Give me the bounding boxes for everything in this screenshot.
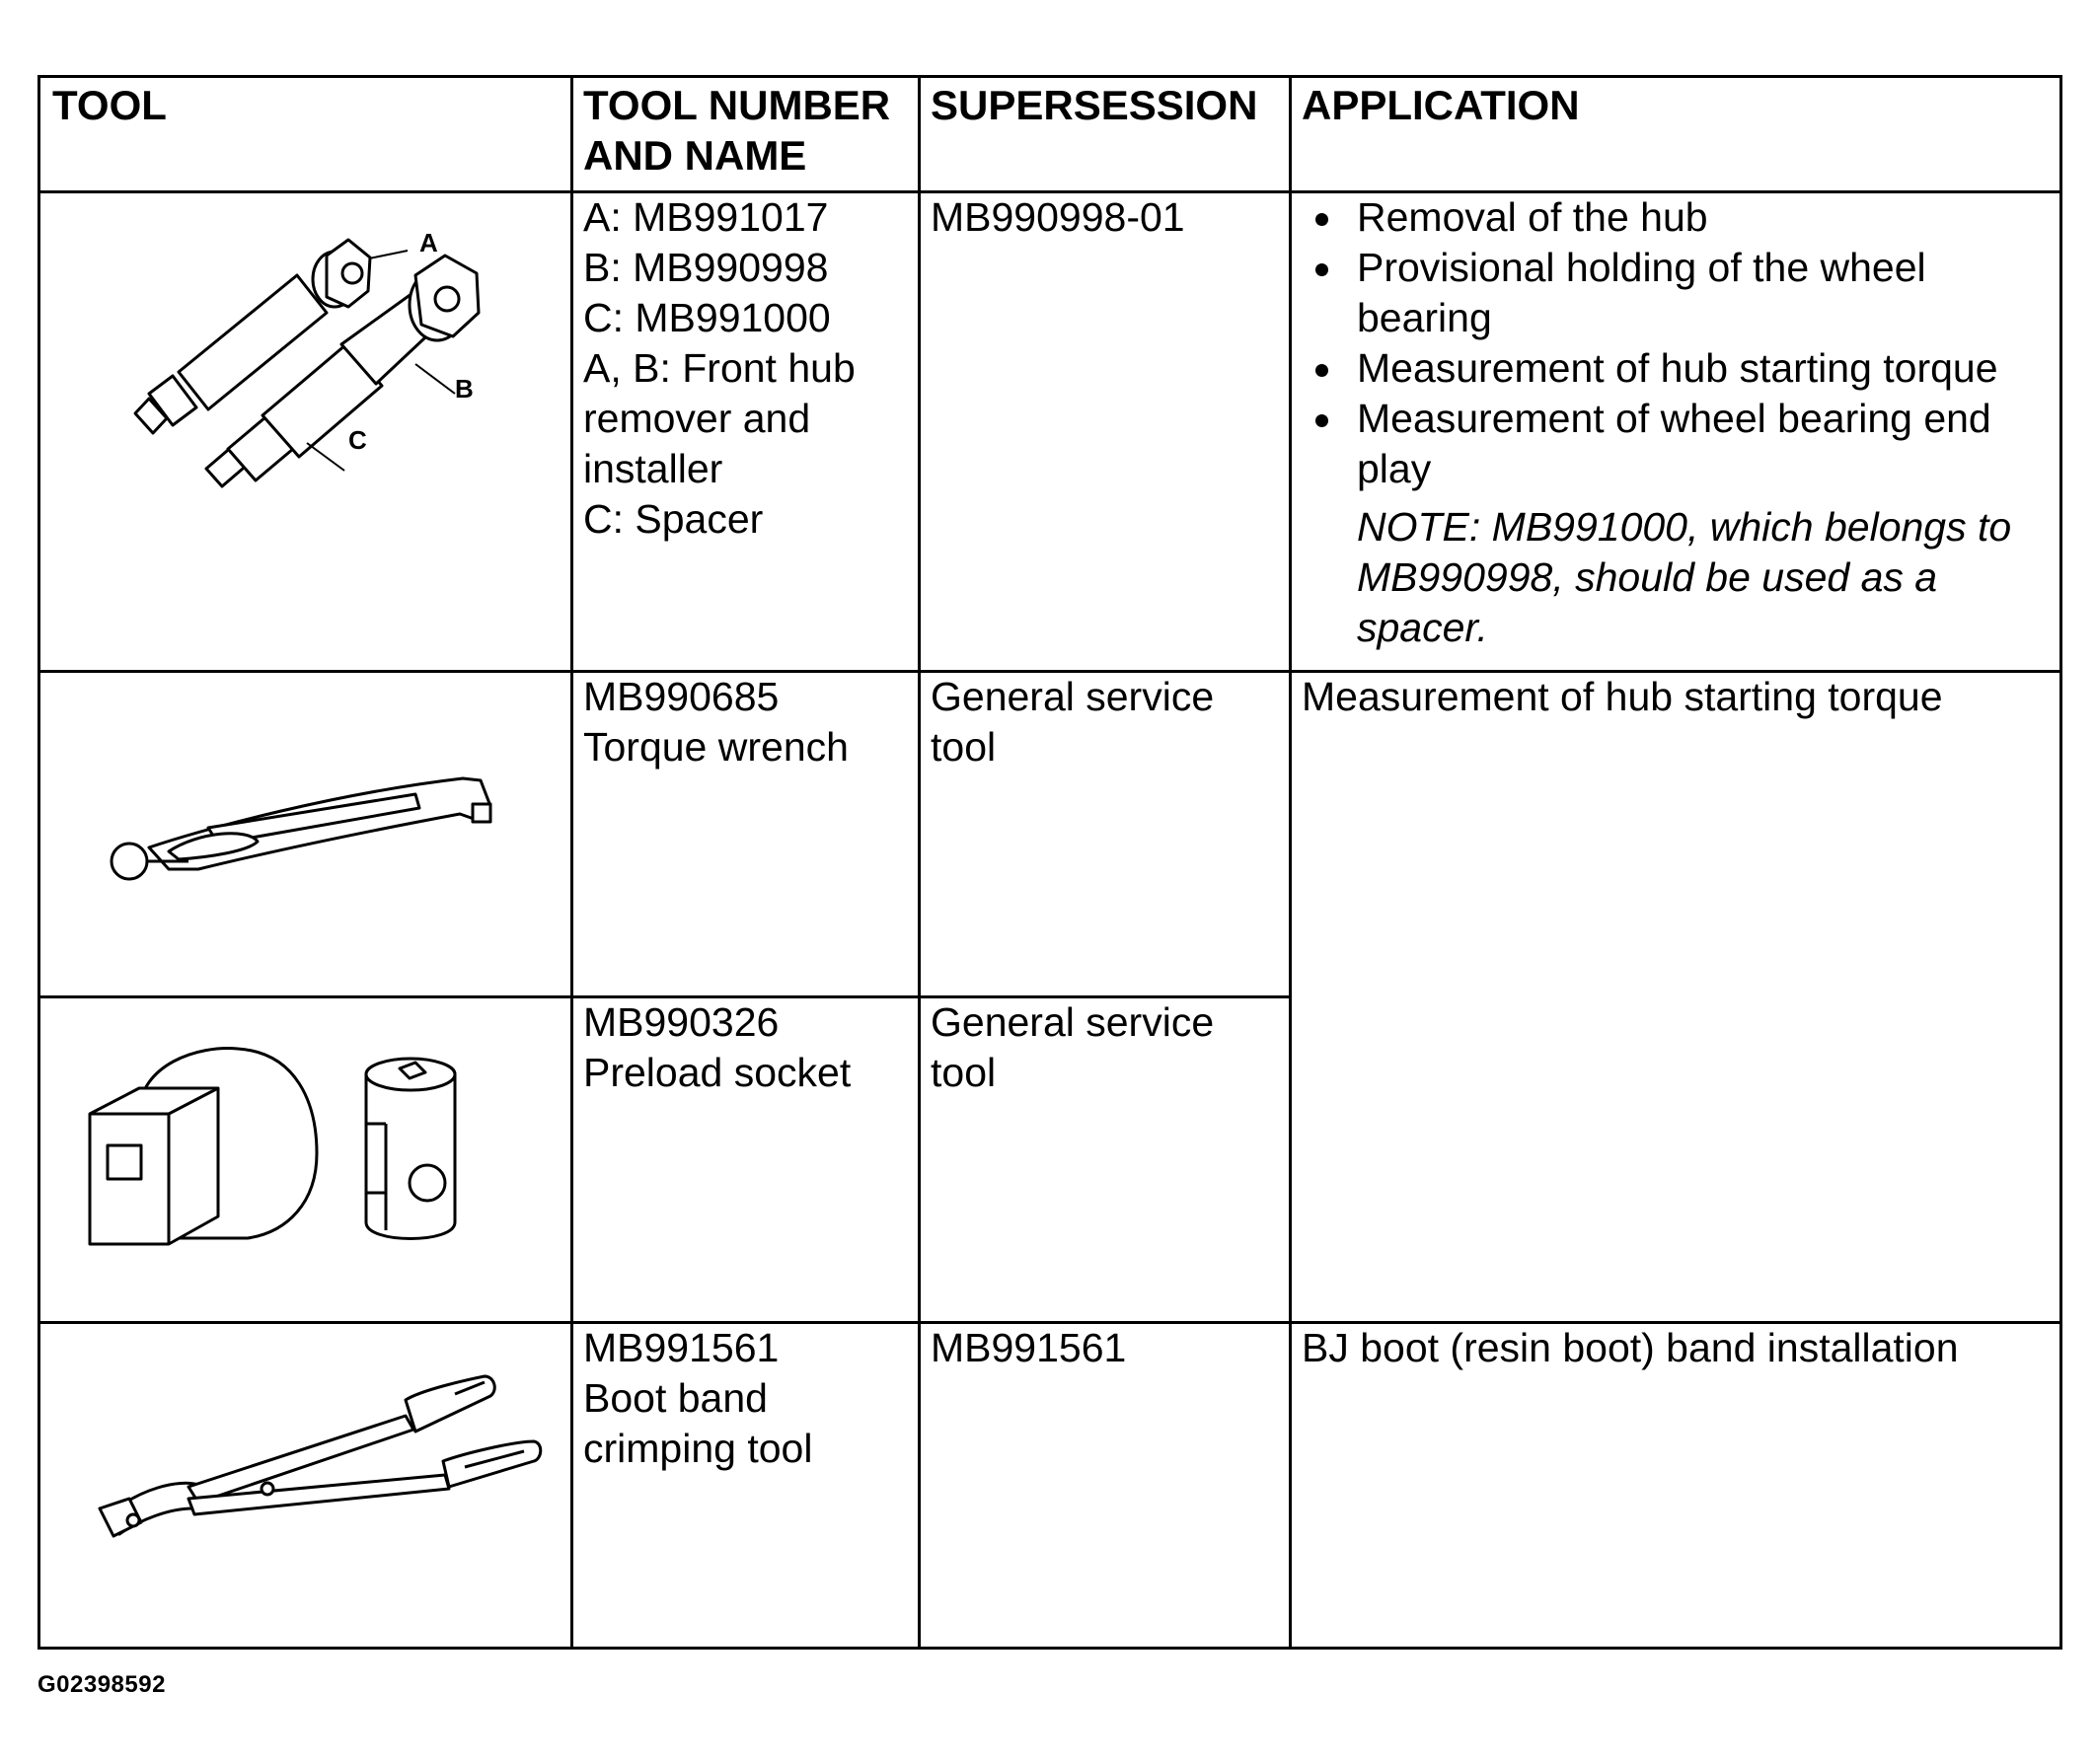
column-divider [1289,78,1292,1647]
header-tool-number: TOOL NUMBER AND NAME [583,82,891,179]
tool-number-cell: A: MB991017 B: MB990998 C: MB991000 A, B: Front hub remover and installer C: Spacer [583,194,856,542]
figure-id: G02398592 [37,1671,166,1698]
application-cell: Measurement of hub starting torque [1302,674,1943,719]
callout-c: C [348,425,367,455]
application-cell [1302,192,2011,653]
preload-socket-icon [80,1035,514,1262]
application-bullet: Measurement of hub starting torque [1302,343,2011,394]
header-application: APPLICATION [1302,82,1580,128]
supersession-cell: MB991561 [931,1325,1127,1370]
boot-band-crimping-tool-icon [70,1360,563,1578]
application-bullet: Measurement of wheel bearing end play [1302,394,2011,494]
tool-number-cell: MB991561 Boot band crimping tool [583,1325,813,1471]
application-note: NOTE: MB991000, which belongs to MB990998, should be used as a spacer. [1357,504,2012,650]
header-tool: TOOL [52,82,167,128]
column-divider [918,78,921,1647]
supersession-cell: MB990998-01 [931,194,1185,240]
application-bullet: Provisional holding of the wheel bearing [1302,243,2011,343]
hub-remover-installer-icon [90,196,524,492]
callout-b: B [455,374,474,404]
application-cell: BJ boot (resin boot) band installation [1302,1325,1959,1370]
torque-wrench-icon [90,749,544,907]
special-tools-table [37,75,2062,1650]
tool-number-cell: MB990326 Preload socket [583,999,852,1095]
supersession-cell: General service tool [931,999,1215,1095]
tool-number-cell: MB990685 Torque wrench [583,674,849,770]
callout-a: A [419,228,438,257]
supersession-cell: General service tool [931,674,1215,770]
application-bullet: Removal of the hub [1302,192,2011,243]
header-supersession: SUPERSESSION [931,82,1258,128]
column-divider [570,78,573,1647]
